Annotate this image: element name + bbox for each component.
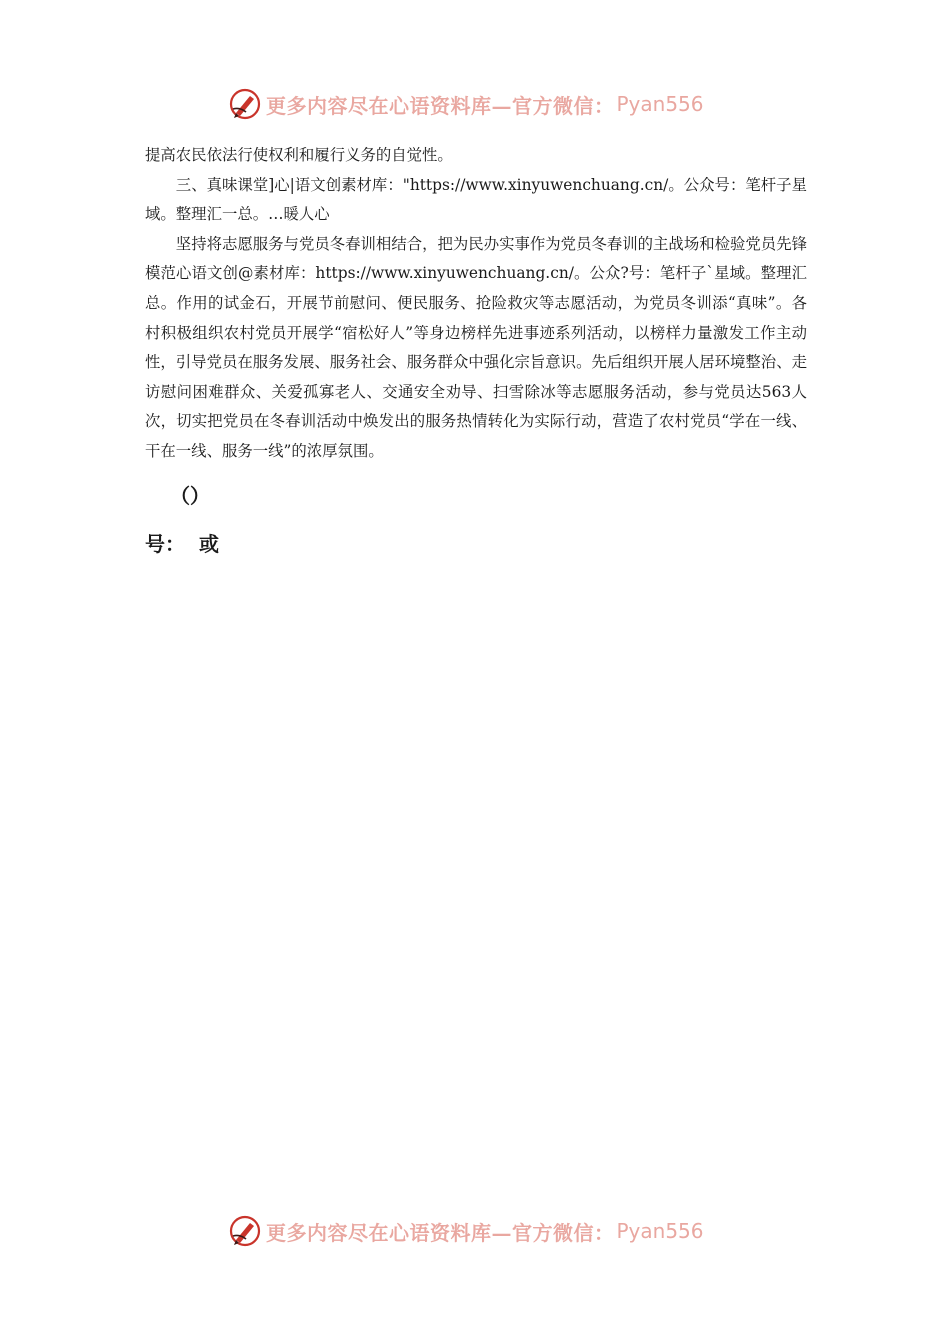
number-label: 号： (145, 532, 185, 556)
text-line: 提高农民依法行使权利和履行义务的自觉性。 (145, 146, 453, 164)
header-banner (228, 84, 704, 124)
number-line (145, 528, 219, 557)
header-banner-text: 更多内容尽在心语资料库—官方微信： (266, 93, 615, 118)
empty-parentheses: （） (170, 484, 210, 508)
section-heading: 三、真味课堂]心|语文创素材库："https://www.xinyuwenchuang.cn/。公众号：笔杆子星域。整理汇一总。…暖人心 (145, 175, 807, 224)
document-body (145, 141, 807, 467)
footer-banner (228, 1211, 704, 1251)
footer-banner-text: 更多内容尽在心语资料库—官方微信： (266, 1220, 615, 1245)
header-banner-id: Pyan556 (616, 92, 704, 116)
body-paragraph: 坚持将志愿服务与党员冬春训相结合，把为民办实事作为党员冬春训的主战场和检验党员先锋模范心语文创@素材库：https://www.xinyuwenchuang.cn/。公众?号：笔杆子`星域。整理汇总。作用的试金石，开展节前慰问、便民服务、抢险救灾等志愿活动，为党员冬训添“真味”。各村积极组织农村党员开展学“宿松好人”等身边榜样先进事迹系列活动，以榜样力量激发工作主动性，引导党员在服务发展、服务社会、服务群众中强化宗旨意识。先后组织开展人居环境整治、走访慰问困难群众、关爱孤寡老人、交通安全劝导、扫雪除冰等志愿服务活动，参与党员达563人次，切实把党员在冬春训活动中焕发出的服务热情转化为实际行动，营造了农村党员“学在一线、干在一线、服务一线”的浓厚氛围。 (145, 234, 807, 460)
pen-logo-icon (228, 1214, 262, 1248)
or-label: 或 (199, 532, 219, 556)
pen-logo-icon (228, 87, 262, 121)
footer-banner-id: Pyan556 (616, 1219, 704, 1243)
